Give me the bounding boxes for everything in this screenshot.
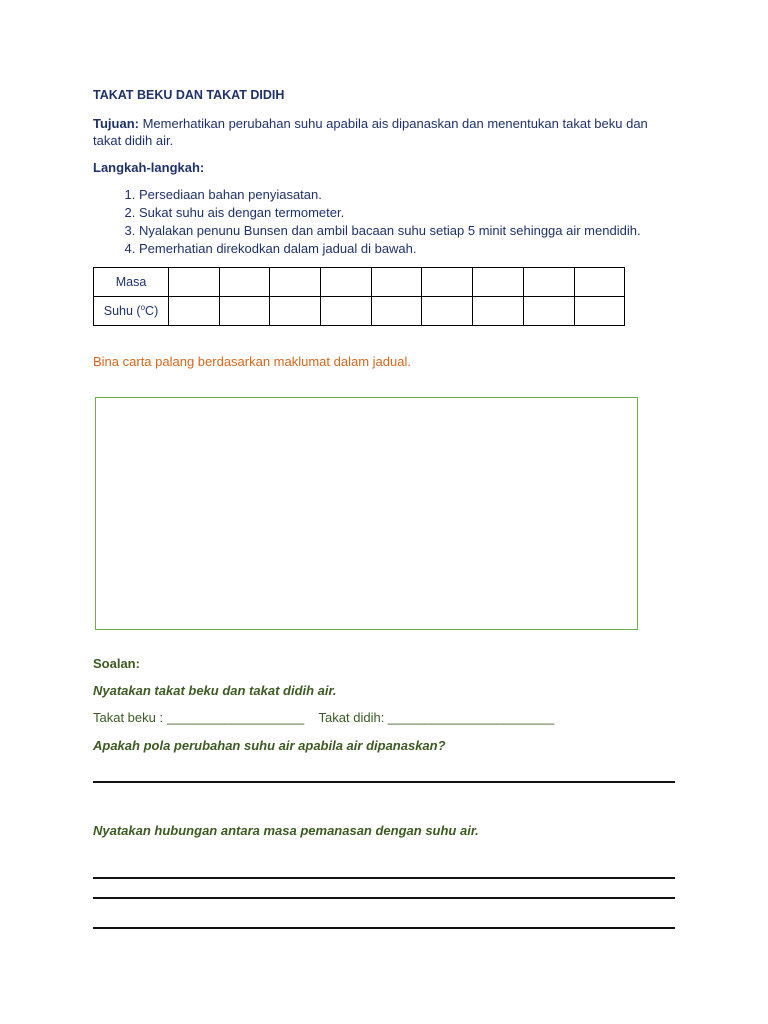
aim-paragraph [93,115,663,149]
table-row-suhu [94,297,625,326]
table-cell[interactable] [219,297,270,326]
table-cell[interactable] [523,268,574,297]
answer-line[interactable] [93,877,675,879]
table-cell[interactable] [270,297,321,326]
table-cell[interactable] [422,297,473,326]
row-label-masa: Masa [94,268,169,297]
steps-heading: Langkah-langkah: [93,160,205,175]
step-item: 3. Nyalakan penunu Bunsen dan ambil bacaan suhu setiap 5 minit sehingga air mendidih. [139,222,641,240]
table-cell[interactable] [371,297,422,326]
table-cell[interactable] [371,268,422,297]
question-1: Nyatakan takat beku dan takat didih air. [93,683,337,698]
suhu-label-prefix: Suhu ( [103,304,141,319]
table-cell[interactable] [574,297,625,326]
aim-label: Tujuan: [93,116,139,131]
table-cell[interactable] [219,268,270,297]
page-title: TAKAT BEKU DAN TAKAT DIDIH [93,88,285,102]
table-cell[interactable] [473,297,524,326]
step-item: 1. Persediaan bahan penyiasatan. [139,186,641,204]
answer-1-line [93,710,554,725]
table-row-masa [94,268,625,297]
boiling-point-blank[interactable]: Takat didih: _______________________ [318,710,555,725]
table-cell[interactable] [321,297,372,326]
question-3: Nyatakan hubungan antara masa pemanasan dengan suhu air. [93,823,479,838]
freezing-point-blank[interactable]: Takat beku : ___________________ [93,710,305,725]
row-label-suhu [94,297,169,326]
step-item: 4. Pemerhatian direkodkan dalam jadual di bawah. [139,240,641,258]
degree-sup: o [140,303,146,313]
answer-line[interactable] [93,781,675,783]
chart-drawing-box[interactable] [95,397,638,630]
table-cell[interactable] [270,268,321,297]
table-cell[interactable] [422,268,473,297]
table-cell[interactable] [169,268,220,297]
aim-text: Memerhatikan perubahan suhu apabila ais dipanaskan dan menentukan takat beku dan takat didih air. [93,116,648,148]
table-cell[interactable] [523,297,574,326]
questions-heading: Soalan: [93,656,140,671]
chart-instruction: Bina carta palang berdasarkan maklumat dalam jadual. [93,354,411,369]
answer-line[interactable] [93,927,675,929]
table-cell[interactable] [321,268,372,297]
step-item: 2. Sukat suhu ais dengan termometer. [139,204,641,222]
table-cell[interactable] [574,268,625,297]
table-cell[interactable] [473,268,524,297]
suhu-label-suffix: C) [145,304,159,319]
table-cell[interactable] [169,297,220,326]
question-2: Apakah pola perubahan suhu air apabila air dipanaskan? [93,738,446,753]
steps-list [93,186,641,258]
answer-line[interactable] [93,897,675,899]
observation-table [93,267,625,326]
